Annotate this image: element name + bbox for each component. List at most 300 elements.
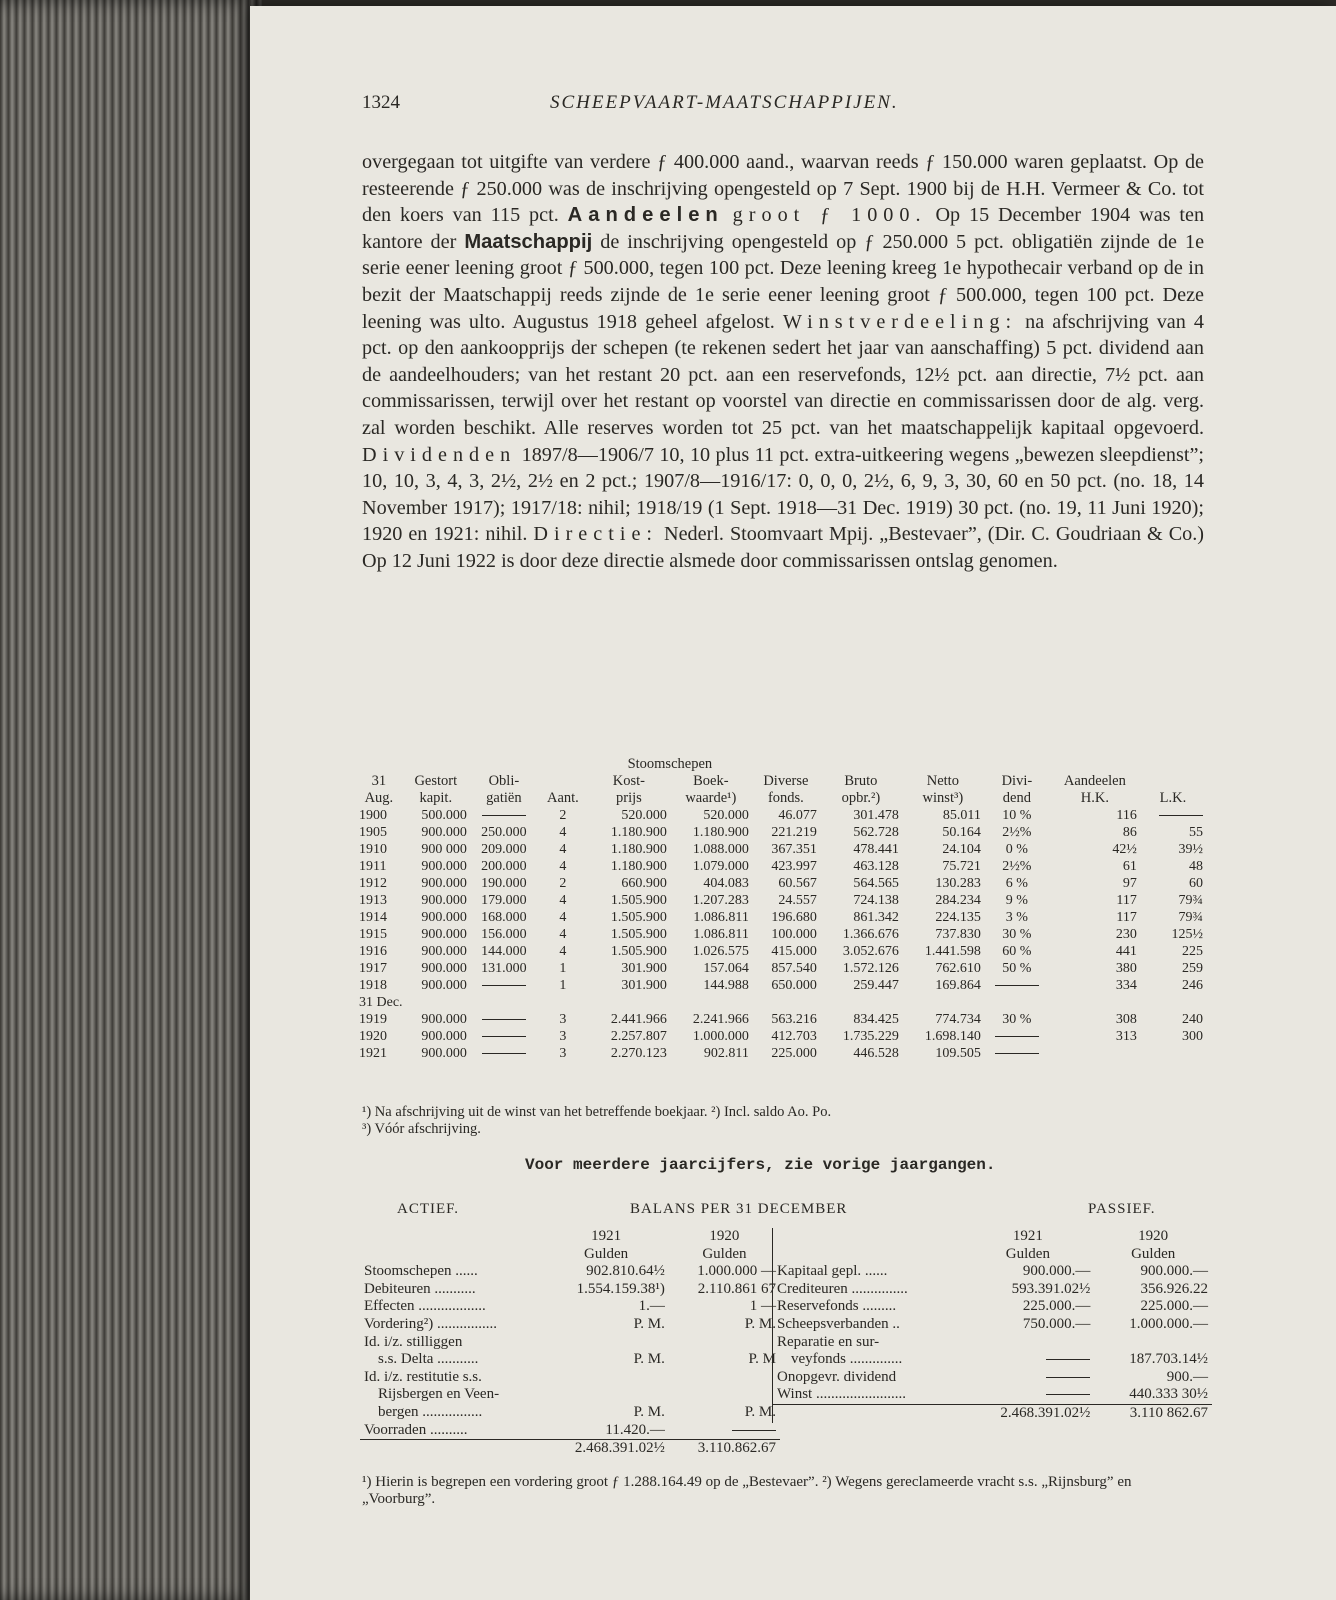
table-cell bbox=[669, 1334, 780, 1352]
table-cell bbox=[1140, 807, 1206, 824]
text-segment: Op 15 December 1904 was ten kantore der bbox=[362, 204, 1205, 253]
table-cell: 1920 bbox=[359, 1029, 387, 1044]
table-cell: 48 bbox=[1189, 859, 1203, 874]
table-row bbox=[360, 1440, 780, 1458]
table-row bbox=[356, 892, 1206, 909]
table-cell: 900.000 bbox=[421, 893, 467, 908]
column-header: Divi- bbox=[1001, 773, 1033, 789]
table-cell: 1.366.676 bbox=[842, 927, 899, 942]
text-segment: na afschrijving van 4 pct. op den aankoopprijs der schepen (te rekenen sedert het jaar van aanschaffing) 5 pct. dividend aan de aandeelhouders; van het restant 20 pct. aan een reservefonds, 12½ pct. aan directie, 7½ pct. aan commissarissen, terwijl over het restant op voorstel van directie en commissarissen door de alg. verg. zal worden beschikt. Alle reserves worden tot 25 pct. van het maatschappelijk kapitaal opgevoerd. bbox=[362, 310, 1205, 439]
table-cell: 225.000.— bbox=[1140, 1298, 1208, 1315]
table-cell: 1.180.900 bbox=[610, 825, 667, 840]
table-row bbox=[356, 943, 1206, 960]
column-header: Aug. bbox=[364, 790, 394, 806]
table-cell: 55 bbox=[1189, 825, 1203, 840]
column-header: winst³) bbox=[922, 790, 964, 806]
table-cell: 284.234 bbox=[935, 893, 981, 908]
table-cell: 75.721 bbox=[942, 859, 981, 874]
column-header: L.K. bbox=[1159, 790, 1187, 806]
table-cell: 308 bbox=[1115, 1012, 1137, 1027]
table-cell bbox=[669, 1422, 780, 1440]
table-row bbox=[773, 1404, 1213, 1422]
table-cell: 4 bbox=[559, 859, 567, 874]
table-cell bbox=[669, 1369, 780, 1387]
table-cell: 1.180.900 bbox=[610, 842, 667, 857]
row-label: Winst ........................ bbox=[777, 1386, 906, 1403]
row-label: Rijsbergen en Veen- bbox=[378, 1386, 500, 1403]
table-cell: 2½% bbox=[1002, 859, 1032, 874]
table-cell: 1.079.000 bbox=[692, 859, 749, 874]
total-cell: 3.110 862.67 bbox=[1094, 1404, 1212, 1422]
table-cell: 1900 bbox=[359, 808, 387, 823]
table-cell: 1918 bbox=[359, 978, 387, 993]
year-header: 1920 bbox=[1138, 1228, 1169, 1244]
table-cell: 100.000 bbox=[771, 927, 817, 942]
table-cell: 562.728 bbox=[853, 825, 899, 840]
unit-header: Gulden bbox=[1131, 1245, 1176, 1262]
table-cell: 1.000.000 bbox=[692, 1029, 749, 1044]
table-cell: 1905 bbox=[359, 825, 387, 840]
table-row bbox=[360, 1386, 780, 1404]
table-cell: 259 bbox=[1182, 961, 1203, 976]
dash-mark bbox=[1046, 1377, 1090, 1378]
table-row bbox=[360, 1404, 780, 1422]
column-header: waarde¹) bbox=[685, 790, 737, 806]
table-footnote: ¹) Na afschrijving uit de winst van het betreffende boekjaar. ²) Incl. saldo Ao. Po. bbox=[362, 1104, 832, 1120]
table-cell bbox=[961, 1334, 1094, 1352]
table-row bbox=[360, 1246, 780, 1264]
table-cell: 117 bbox=[1116, 910, 1137, 925]
table-cell: 478.441 bbox=[853, 842, 899, 857]
table-cell: 446.528 bbox=[853, 1046, 899, 1061]
directie-keyword: Directie: bbox=[533, 523, 659, 546]
row-label: Onopgevr. dividend bbox=[777, 1368, 897, 1385]
dash-mark bbox=[482, 815, 526, 816]
table-cell: 1.000.000.— bbox=[1129, 1315, 1208, 1332]
table-cell: 156.000 bbox=[481, 927, 527, 942]
reference-note: Voor meerdere jaarcijfers, zie vorige jaargangen. bbox=[525, 1156, 996, 1174]
table-row bbox=[360, 1316, 780, 1334]
table-cell: 3.052.676 bbox=[842, 944, 899, 959]
table-row bbox=[360, 1281, 780, 1299]
group-header: Stoomschepen bbox=[627, 756, 713, 772]
dash-mark bbox=[482, 1019, 526, 1020]
table-cell: 1.180.900 bbox=[692, 825, 749, 840]
table-cell: 900.000 bbox=[421, 927, 467, 942]
table-cell: 380 bbox=[1115, 961, 1137, 976]
table-cell: 2.241.966 bbox=[692, 1012, 749, 1027]
table-cell: P. M. bbox=[633, 1315, 665, 1332]
column-header: Gestort bbox=[414, 773, 458, 789]
table-cell bbox=[984, 1028, 1050, 1045]
table-cell: 900.000 bbox=[421, 978, 467, 993]
dash-mark bbox=[732, 1430, 776, 1431]
table-cell: 9 % bbox=[1005, 893, 1028, 908]
table-cell: 902.810.64½ bbox=[586, 1263, 665, 1280]
row-label: Kapitaal gepl. ...... bbox=[777, 1263, 888, 1280]
table-cell: 367.351 bbox=[771, 842, 817, 857]
company-description bbox=[362, 149, 1204, 575]
table-cell: 2 bbox=[559, 808, 567, 823]
table-cell: 97 bbox=[1122, 876, 1137, 891]
table-cell: 221.219 bbox=[771, 825, 817, 840]
passief-label: PASSIEF. bbox=[1088, 1201, 1156, 1217]
table-cell: 300 bbox=[1182, 1029, 1203, 1044]
table-cell: 109.505 bbox=[935, 1046, 981, 1061]
table-cell: 900.000 bbox=[421, 1029, 467, 1044]
table-cell: 1 bbox=[559, 978, 567, 993]
table-cell: 1910 bbox=[359, 842, 387, 857]
table-cell: 246 bbox=[1182, 978, 1203, 993]
table-cell: 1 — bbox=[749, 1298, 776, 1315]
year-header: 1921 bbox=[591, 1228, 622, 1244]
table-row bbox=[773, 1386, 1213, 1404]
table-cell: 2½% bbox=[1002, 825, 1032, 840]
table-cell: 1915 bbox=[359, 927, 387, 942]
table-cell: 593.391.02½ bbox=[1011, 1280, 1091, 1297]
unit-header: Gulden bbox=[1005, 1245, 1050, 1262]
text-segment: overgegaan tot uitgifte van verdere ƒ 400.000 aand., waarvan reeds ƒ 150.000 waren geplaatst. Op de resteerende ƒ 250.000 was de inschrijving opengesteld op 7 Sept. 1900 bij de H.H. Vermeer & Co. tot den koers van 115 pct. bbox=[362, 151, 1204, 227]
table-cell bbox=[543, 1386, 669, 1404]
table-cell bbox=[470, 807, 538, 824]
table-cell: 30 % bbox=[1002, 1012, 1032, 1027]
table-cell: 301.478 bbox=[853, 808, 899, 823]
maatschappij-keyword: Maatschappij bbox=[464, 230, 593, 253]
row-label: Id. i/z. stilliggen bbox=[364, 1333, 463, 1350]
year-header: 1920 bbox=[709, 1228, 740, 1244]
page-number: 1324 bbox=[362, 92, 400, 113]
table-cell: 240 bbox=[1182, 1012, 1203, 1027]
table-cell bbox=[1050, 1045, 1140, 1062]
table-cell: 0 % bbox=[1005, 842, 1028, 857]
table-cell: 2.441.966 bbox=[610, 1012, 667, 1027]
column-header: opbr.²) bbox=[841, 790, 881, 806]
table-cell: 750.000.— bbox=[1022, 1315, 1091, 1332]
table-cell bbox=[470, 1045, 538, 1062]
table-cell: 1.086.811 bbox=[693, 927, 749, 942]
table-row bbox=[356, 841, 1206, 858]
table-cell: 79¾ bbox=[1178, 893, 1203, 908]
table-row bbox=[356, 1011, 1206, 1028]
dash-mark bbox=[482, 1036, 526, 1037]
column-header: Boek- bbox=[693, 773, 729, 789]
table-cell: 116 bbox=[1116, 808, 1137, 823]
table-cell bbox=[773, 1246, 962, 1264]
table-cell: 660.900 bbox=[621, 876, 667, 891]
table-row bbox=[356, 858, 1206, 875]
column-header: H.K. bbox=[1080, 790, 1109, 806]
table-row bbox=[356, 1045, 1206, 1062]
table-cell: 1912 bbox=[359, 876, 387, 891]
dash-mark bbox=[1046, 1359, 1090, 1360]
table-cell: 301.900 bbox=[621, 978, 667, 993]
row-label: Vordering²) ................ bbox=[364, 1315, 497, 1332]
table-cell: 1.505.900 bbox=[610, 893, 667, 908]
passief-table bbox=[772, 1228, 1212, 1423]
table-cell: 190.000 bbox=[481, 876, 527, 891]
table-cell bbox=[470, 1011, 538, 1028]
table-cell: 24.557 bbox=[778, 893, 817, 908]
table-cell: 1.505.900 bbox=[610, 927, 667, 942]
dash-mark bbox=[995, 985, 1039, 986]
table-cell: 225.000 bbox=[771, 1046, 817, 1061]
table-cell: 737.830 bbox=[935, 927, 981, 942]
table-cell: P. M. bbox=[633, 1351, 665, 1368]
table-row bbox=[356, 807, 1206, 824]
dash-mark bbox=[482, 1053, 526, 1054]
text-segment: 1897/8—1906/7 10, 10 plus 11 pct. extra-uitkeering wegens „bewezen sleepdienst”; 10, 10, 3, 4, 3, 2½, 2½ en 2 pct.; 1907/8—1916/17: 0, 0, 0, 2½, 6, 9, 3, 30, 60 en 50 pct. (no. 18, 14 November 1917); 1917/18: nihil; 1918/19 (1 Sept. 1918—31 Dec. 1919) 30 pct. (no. 19, 11 Juni 1920); 1920 en 1921: nihil. bbox=[362, 443, 1205, 546]
column-header bbox=[1140, 773, 1206, 790]
table-row bbox=[773, 1298, 1213, 1316]
table-cell bbox=[773, 1228, 962, 1246]
row-label: Reparatie en sur- bbox=[777, 1333, 880, 1350]
table-cell: 1.572.126 bbox=[842, 961, 899, 976]
table-cell: 1916 bbox=[359, 944, 387, 959]
table-cell: P. M. bbox=[633, 1403, 665, 1420]
text-segment: Nederl. Stoomvaart Mpij. „Bestevaer”, (Dir. C. Goudriaan & Co.) Op 12 Juni 1922 is door deze directie alsmede door commissarissen ontslag genomen. bbox=[362, 523, 1205, 572]
table-row bbox=[360, 1422, 780, 1440]
table-cell: 1.086.811 bbox=[693, 910, 749, 925]
table-cell: 1.505.900 bbox=[610, 910, 667, 925]
table-cell: 900 000 bbox=[421, 842, 467, 857]
table-footnote: ³) Vóór afschrijving. bbox=[362, 1121, 481, 1137]
table-cell: 900.000 bbox=[421, 876, 467, 891]
table-cell: 834.425 bbox=[853, 1012, 899, 1027]
table-cell: 200.000 bbox=[481, 859, 527, 874]
table-row bbox=[773, 1228, 1213, 1246]
table-row bbox=[356, 926, 1206, 943]
table-cell: 1.441.598 bbox=[924, 944, 981, 959]
table-cell: 4 bbox=[559, 825, 567, 840]
table-cell: 861.342 bbox=[853, 910, 899, 925]
table-cell: 157.064 bbox=[703, 961, 749, 976]
row-label: Reservefonds ......... bbox=[777, 1298, 897, 1315]
table-cell: 225.000.— bbox=[1022, 1298, 1091, 1315]
table-cell bbox=[1140, 1045, 1206, 1062]
table-cell: 1913 bbox=[359, 893, 387, 908]
table-cell: 46.077 bbox=[778, 808, 817, 823]
table-cell bbox=[470, 1028, 538, 1045]
table-cell: 169.864 bbox=[935, 978, 981, 993]
table-cell: 356.926.22 bbox=[1140, 1280, 1208, 1297]
table-cell: 404.083 bbox=[703, 876, 749, 891]
table-cell bbox=[961, 1351, 1094, 1369]
column-header: kapit. bbox=[419, 790, 453, 806]
table-cell: 500.000 bbox=[421, 808, 467, 823]
column-header: gatiën bbox=[486, 790, 522, 806]
column-header: Obli- bbox=[488, 773, 520, 789]
table-cell: 774.734 bbox=[935, 1012, 981, 1027]
table-cell: 423.997 bbox=[771, 859, 817, 874]
table-cell: 412.703 bbox=[771, 1029, 817, 1044]
table-cell: 650.000 bbox=[771, 978, 817, 993]
table-cell: 1.207.283 bbox=[692, 893, 749, 908]
table-cell bbox=[360, 1228, 543, 1246]
table-cell: 4 bbox=[559, 842, 567, 857]
table-cell: 79¾ bbox=[1178, 910, 1203, 925]
table-row bbox=[356, 994, 1206, 1011]
table-cell bbox=[1094, 1334, 1212, 1352]
dash-mark bbox=[1159, 815, 1203, 816]
table-cell: 187.703.14½ bbox=[1129, 1351, 1208, 1368]
book-spine-edge bbox=[0, 0, 262, 1600]
table-cell: 1.180.900 bbox=[610, 859, 667, 874]
table-cell: 117 bbox=[1116, 893, 1137, 908]
table-cell: 130.283 bbox=[935, 876, 981, 891]
table-cell: 209.000 bbox=[481, 842, 527, 857]
column-header: Aant. bbox=[546, 790, 579, 806]
row-label: bergen ................ bbox=[378, 1403, 483, 1420]
table-cell: 2 bbox=[559, 876, 567, 891]
table-row bbox=[356, 1028, 1206, 1045]
table-row bbox=[773, 1316, 1213, 1334]
balance-title: BALANS PER 31 DECEMBER bbox=[630, 1201, 848, 1217]
table-cell: 225 bbox=[1182, 944, 1203, 959]
table-row bbox=[773, 1334, 1213, 1352]
table-cell: 520.000 bbox=[703, 808, 749, 823]
row-label: s.s. Delta ........... bbox=[378, 1351, 479, 1368]
table-cell: 900.000 bbox=[421, 910, 467, 925]
table-row bbox=[356, 909, 1206, 926]
table-cell: 3 bbox=[559, 1012, 567, 1027]
row-label: Voorraden .......... bbox=[364, 1421, 468, 1438]
table-cell: 4 bbox=[559, 893, 567, 908]
column-header: Netto bbox=[926, 773, 959, 789]
row-label: Crediteuren ............... bbox=[777, 1280, 908, 1297]
table-cell: 60 % bbox=[1002, 944, 1032, 959]
table-row bbox=[773, 1246, 1213, 1264]
actief-label: ACTIEF. bbox=[397, 1201, 460, 1217]
table-cell: 1917 bbox=[359, 961, 387, 976]
table-cell: 900.000.— bbox=[1022, 1263, 1091, 1280]
book-page bbox=[250, 6, 1336, 1600]
running-title: SCHEEPVAART-MAATSCHAPPIJEN. bbox=[550, 92, 899, 113]
column-header: 31 bbox=[371, 773, 387, 789]
table-cell bbox=[984, 977, 1050, 994]
table-cell: 31 Dec. bbox=[359, 995, 403, 1010]
unit-header: Gulden bbox=[702, 1245, 747, 1262]
table-cell: 50.164 bbox=[942, 825, 981, 840]
table-cell: 724.138 bbox=[853, 893, 899, 908]
table-cell bbox=[669, 1386, 780, 1404]
table-cell: 144.000 bbox=[481, 944, 527, 959]
total-cell: 2.468.391.02½ bbox=[543, 1440, 669, 1458]
balance-sheet-header bbox=[362, 1201, 1202, 1221]
table-cell: 86 bbox=[1122, 825, 1137, 840]
table-row bbox=[360, 1263, 780, 1281]
annual-figures-table bbox=[356, 756, 1206, 1062]
table-cell: 196.680 bbox=[771, 910, 817, 925]
table-cell: 4 bbox=[559, 910, 567, 925]
table-row bbox=[773, 1369, 1213, 1387]
table-cell: 2.270.123 bbox=[610, 1046, 667, 1061]
unit-header: Gulden bbox=[584, 1245, 629, 1262]
table-cell: 1.505.900 bbox=[610, 944, 667, 959]
balance-footnote: ¹) Hierin is begrepen een vordering groot ƒ 1.288.164.49 op de „Bestevaer”. ²) Wegens gereclameerde vracht s.s. „Rijnsburg” en „Voorburg”. bbox=[362, 1474, 1132, 1507]
table-cell: 900.000 bbox=[421, 1012, 467, 1027]
table-cell: 61 bbox=[1122, 859, 1137, 874]
table-cell: 334 bbox=[1115, 978, 1137, 993]
table-cell: 902.811 bbox=[703, 1046, 749, 1061]
table-cell: 1914 bbox=[359, 910, 387, 925]
dash-mark bbox=[995, 1036, 1039, 1037]
year-header: 1921 bbox=[1012, 1228, 1043, 1244]
total-cell: 2.468.391.02½ bbox=[961, 1404, 1094, 1422]
table-cell: 24.104 bbox=[942, 842, 981, 857]
table-cell: 30 % bbox=[1002, 927, 1032, 942]
table-cell: 440.333 30½ bbox=[1129, 1386, 1208, 1403]
table-cell: 1 bbox=[559, 961, 567, 976]
table-cell: 1.554.159.38¹) bbox=[576, 1280, 665, 1297]
table-cell: 144.988 bbox=[703, 978, 749, 993]
column-header: prijs bbox=[615, 790, 642, 806]
table-cell: 520.000 bbox=[621, 808, 667, 823]
table-cell: 39½ bbox=[1178, 842, 1203, 857]
table-cell: 1.698.140 bbox=[924, 1029, 981, 1044]
row-label: veyfonds .............. bbox=[791, 1351, 903, 1368]
table-cell: 1.735.229 bbox=[842, 1029, 899, 1044]
table-cell: 857.540 bbox=[771, 961, 817, 976]
table-row bbox=[360, 1369, 780, 1387]
table-row bbox=[360, 1228, 780, 1246]
running-header bbox=[362, 92, 1296, 122]
text-segment: de inschrijving opengesteld op ƒ 250.000 5 pct. obligatiën zijnde de 1e serie eener leening groot ƒ 500.000, tegen 100 pct. Deze leening kreeg 1e hypothecair verband op de in bezit der Maatschappij reeds zijnde de 1e serie eener leening groot ƒ 500.000, tegen 100 pct. Deze leening was ulto. Augustus 1918 geheel afgelost. bbox=[362, 230, 1205, 333]
table-cell: P. M. bbox=[744, 1315, 776, 1332]
table-cell bbox=[543, 1369, 669, 1387]
table-cell: 50 % bbox=[1002, 961, 1032, 976]
table-cell: 1.026.575 bbox=[692, 944, 749, 959]
table-row bbox=[356, 977, 1206, 994]
table-cell: 1.000.000 — bbox=[697, 1263, 776, 1280]
table-cell: P. M. bbox=[744, 1403, 776, 1420]
table-cell: P. M bbox=[748, 1351, 776, 1368]
table-cell: 900.000 bbox=[421, 859, 467, 874]
table-cell: 313 bbox=[1115, 1029, 1137, 1044]
table-cell: 762.610 bbox=[935, 961, 981, 976]
dash-mark bbox=[1046, 1394, 1090, 1395]
table-cell: 179.000 bbox=[481, 893, 527, 908]
table-cell: 301.900 bbox=[621, 961, 667, 976]
column-header: Aandeelen bbox=[1063, 773, 1126, 789]
text-segment: groot ƒ 1000. bbox=[732, 204, 927, 227]
table-cell: 168.000 bbox=[481, 910, 527, 925]
table-cell: 259.447 bbox=[853, 978, 899, 993]
table-cell: 900.000.— bbox=[1140, 1263, 1208, 1280]
table-cell: 125½ bbox=[1171, 927, 1203, 942]
table-cell bbox=[360, 1246, 543, 1264]
row-label: Scheepsverbanden .. bbox=[777, 1315, 900, 1332]
table-cell: 4 bbox=[559, 927, 567, 942]
actief-table bbox=[360, 1228, 780, 1458]
table-cell: 3 % bbox=[1005, 910, 1028, 925]
table-cell bbox=[773, 1404, 962, 1422]
table-row bbox=[773, 1351, 1213, 1369]
table-cell: 85.011 bbox=[942, 808, 981, 823]
table-cell: 1911 bbox=[359, 859, 387, 874]
winstverdeeling-keyword: Winstverdeeling: bbox=[782, 310, 1018, 333]
column-header: fonds. bbox=[767, 790, 804, 806]
table-cell: 900.000 bbox=[421, 944, 467, 959]
table-cell: 900.000 bbox=[421, 961, 467, 976]
table-cell: 42½ bbox=[1112, 842, 1137, 857]
table-row bbox=[360, 1298, 780, 1316]
table-cell: 60 bbox=[1189, 876, 1203, 891]
column-header: Diverse bbox=[763, 773, 809, 789]
table-cell: 1919 bbox=[359, 1012, 387, 1027]
table-cell: 1921 bbox=[359, 1046, 387, 1061]
dash-mark bbox=[995, 1053, 1039, 1054]
table-cell: 2.110.861 67 bbox=[697, 1280, 776, 1297]
